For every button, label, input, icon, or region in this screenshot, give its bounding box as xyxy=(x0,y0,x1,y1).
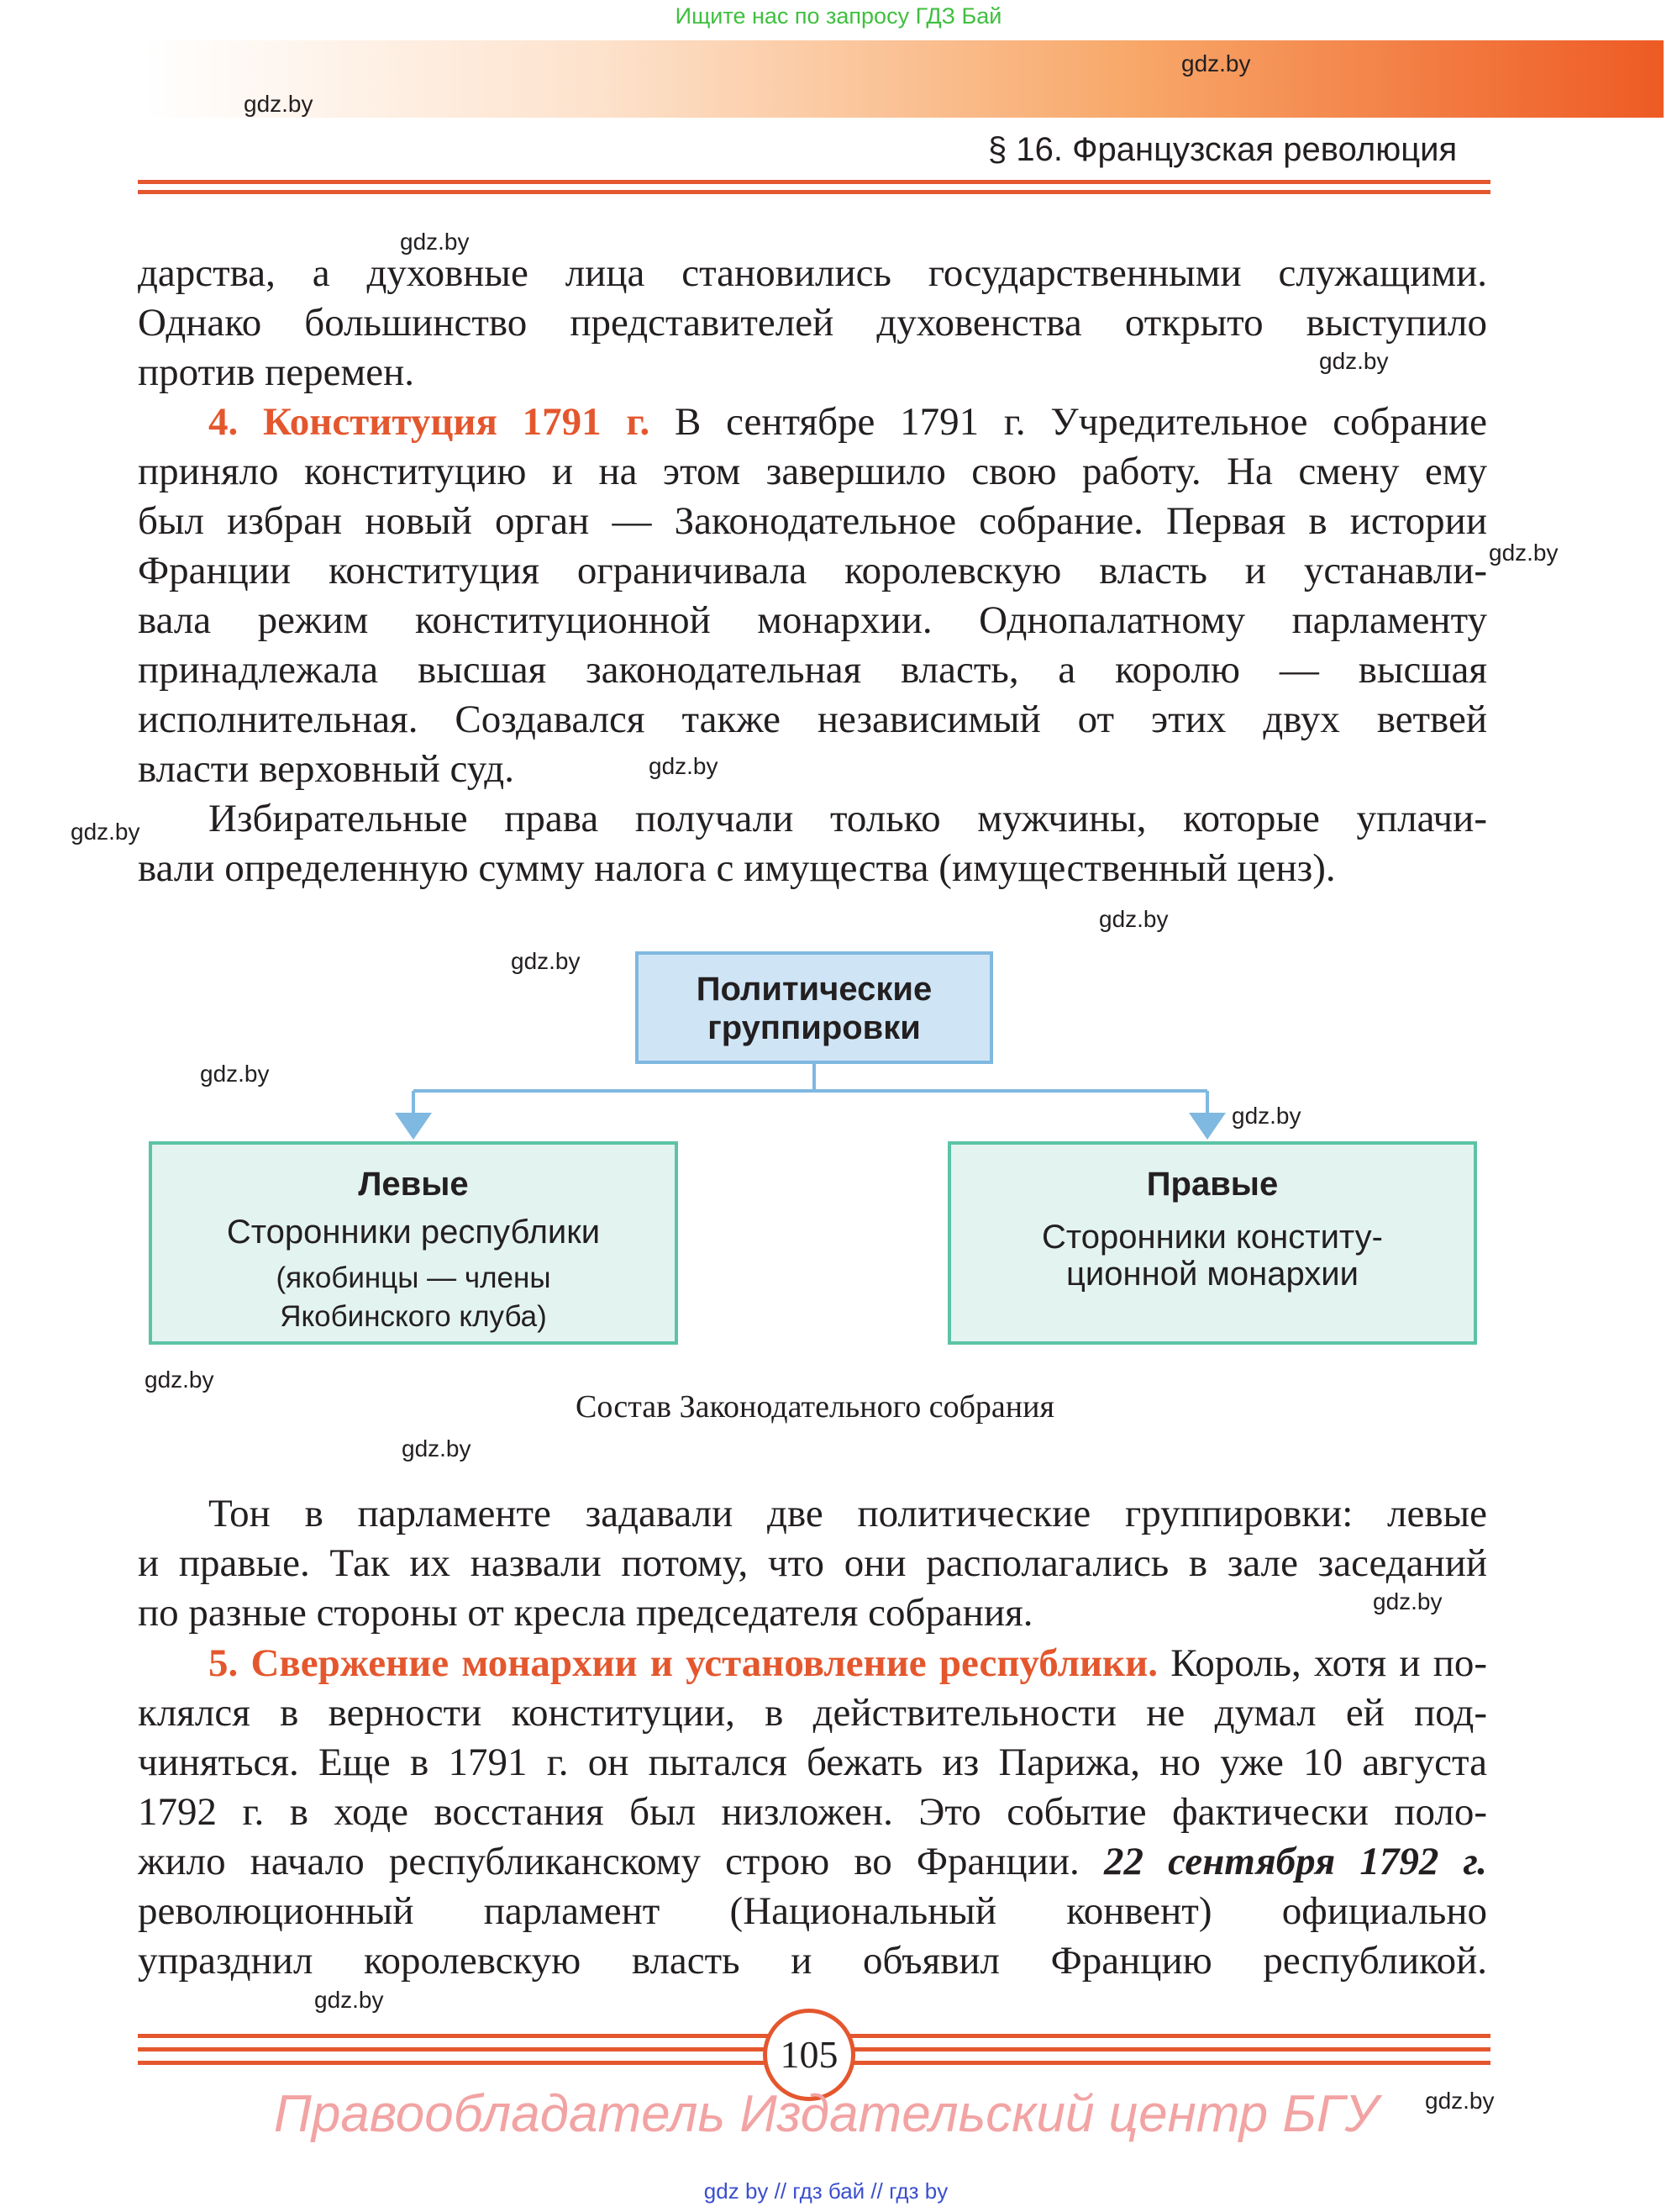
diagram-right-box: Правые Сторонники конститу- ционной монархии xyxy=(948,1141,1477,1345)
copyright-notice: Правообладатель Издательский центр БГУ xyxy=(273,2085,1379,2143)
watermark: gdz.by xyxy=(1099,906,1169,932)
paragraph-suffrage: Избирательные права получали только мужчины, которые уплачи- вали определенную сумму налога с имущества (имущественный ценз). xyxy=(138,797,1487,890)
republic-date: 22 сентября 1792 г. xyxy=(1103,1840,1488,1883)
section-4-heading: 4. Конституция 1791 г. xyxy=(208,400,650,444)
paragraph-clergy: дарства, а духовные лица становились государственными служащими. Однако большинство представителей духовенства открыто выступило против перемен. xyxy=(138,251,1487,394)
watermark: gdz.by xyxy=(511,948,581,974)
bottom-links[interactable]: gdz by // гдз бай // гдз by xyxy=(703,2178,949,2204)
watermark: gdz.by xyxy=(1489,540,1559,566)
watermark: gdz.by xyxy=(145,1367,214,1393)
watermark: gdz.by xyxy=(1373,1588,1443,1614)
arrow-right-icon xyxy=(1189,1113,1226,1140)
watermark: gdz.by xyxy=(1232,1103,1301,1129)
section-4-constitution: 4. Конституция 1791 г. В сентябре 1791 г. Учредительное собрание приняло конституцию и на этом завершило свою работу. На смену ему был избран новый орган — Законодательное собрание. Первая в истории Франции конституция ограничивала королевскую власть и устанавли- вала режим конституционной монархии. Однопалатному парламенту принадлежала высшая законодательная власть, а королю — высшая исполнительная. Создавался также независимый от этих двух ветвей власти верховный суд. xyxy=(138,400,1488,791)
diagram-caption: Состав Законодательного собрания xyxy=(576,1389,1054,1425)
watermark: gdz.by xyxy=(200,1061,270,1087)
arrow-left-icon xyxy=(395,1113,432,1140)
watermark: gdz.by xyxy=(1181,50,1251,76)
diagram-top-box: Политические группировки xyxy=(635,951,993,1064)
diagram-left-box: Левые Сторонники республики (якобинцы — члены Якобинского клуба) xyxy=(149,1141,678,1345)
section-5-heading: 5. Свержение монархии и установление республики. xyxy=(208,1641,1158,1685)
watermark: gdz.by xyxy=(649,753,718,779)
section-5-republic: 5. Свержение монархии и установление республики. Король, хотя и по- клялся в верности конституции, в действительности не думал ей под- чиняться. Еще в 1791 г. он пытался бежать из Парижа, но уже 10 августа 1792 г. в ходе восстания был низложен. Это событие фактически поло- жило начало республиканскому строю во Франции. 22 сентября 1792 г. революционный парламент (Национальный конвент) официально упразднил королевскую власть и объявил Францию республикой. xyxy=(138,1641,1488,1983)
watermark: gdz.by xyxy=(314,1987,384,2013)
watermark: gdz.by xyxy=(244,91,313,117)
section-title: § 16. Французская революция xyxy=(988,131,1458,168)
watermark: gdz.by xyxy=(1425,2088,1495,2114)
paragraph-groups: Тон в парламенте задавали две политические группировки: левые и правые. Так их назвали потому, что они располагались в зале заседаний по разные стороны от кресла председателя собрания. xyxy=(138,1492,1487,1635)
watermark: gdz.by xyxy=(400,229,470,255)
top-search-hint: Ищите нас по запросу ГДЗ Бай xyxy=(675,3,1002,29)
page-number: 105 xyxy=(763,2009,855,2101)
watermark: gdz.by xyxy=(1319,348,1389,374)
watermark: gdz.by xyxy=(402,1435,471,1462)
watermark: gdz.by xyxy=(71,819,140,845)
